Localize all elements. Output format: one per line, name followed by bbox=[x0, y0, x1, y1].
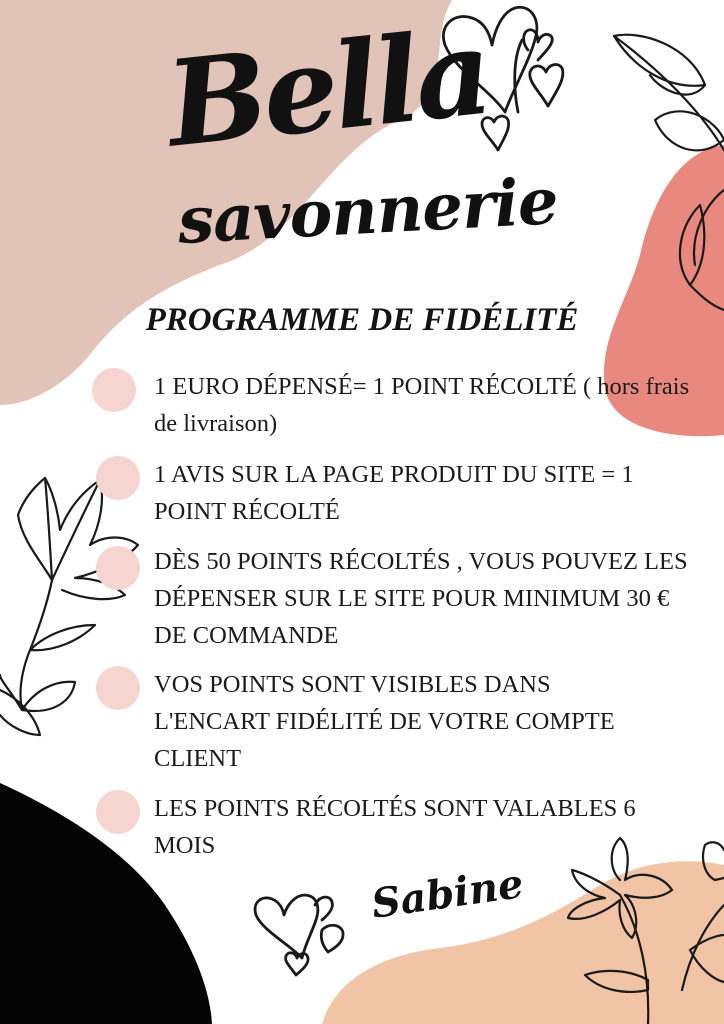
bullet-dot-5 bbox=[96, 790, 140, 834]
hearts-bottom-icon bbox=[255, 895, 343, 975]
signature: Sabine bbox=[368, 860, 527, 928]
flower-bottom-right-icon bbox=[568, 838, 724, 1024]
program-item: DÈS 50 POINTS RÉCOLTÉS , VOUS POUVEZ LES DÉPENSER SUR LE SITE POUR MINIMUM 30 € DE COMMANDE bbox=[154, 548, 688, 649]
bullet-dot-4 bbox=[96, 666, 140, 710]
brand-subtitle: savonnerie bbox=[176, 164, 560, 259]
bullet-dot-2 bbox=[96, 456, 140, 500]
bullet-dot-3 bbox=[96, 546, 140, 590]
bullet-dot-1 bbox=[92, 368, 136, 412]
leaf-branch-top-right-icon bbox=[614, 35, 724, 310]
program-item: LES POINTS RÉCOLTÉS SONT VALABLES 6 MOIS bbox=[154, 795, 636, 859]
program-item: 1 AVIS SUR LA PAGE PRODUIT DU SITE = 1 POINT RÉCOLTÉ bbox=[154, 461, 634, 525]
program-item: 1 EURO DÉPENSÉ= 1 POINT RÉCOLTÉ ( hors frais de livraison) bbox=[154, 373, 690, 437]
program-title: PROGRAMME DE FIDÉLITÉ bbox=[145, 302, 579, 338]
brand-name: Bella bbox=[160, 1, 495, 174]
program-item: VOS POINTS SONT VISIBLES DANS L'ENCART FIDÉLITÉ DE VOTRE COMPTE CLIENT bbox=[154, 671, 615, 772]
